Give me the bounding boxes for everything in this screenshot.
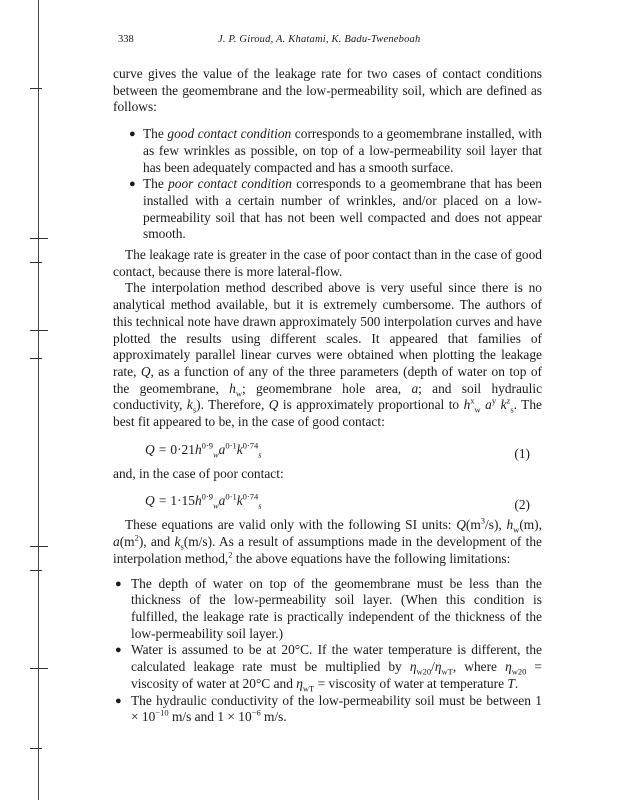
margin-tick — [30, 262, 42, 263]
equation-number-1: (1) — [514, 445, 530, 461]
equation-1: $Q = 0\cdot 21h^{0\cdot 9}_wa^{0\cdot 1}k^{0\cdot 74}_s$ (1) — [145, 440, 530, 461]
poor-contact-intro: and, in the case of poor contact: — [113, 465, 284, 481]
page-number: 338 — [118, 34, 134, 45]
margin-tick — [30, 88, 42, 89]
contact-condition-list — [113, 126, 542, 243]
running-head: J. P. Giroud, A. Khatami, K. Badu-Tweneboah — [218, 34, 421, 45]
bullet-icon: ● — [129, 178, 136, 191]
limitations-list — [109, 576, 542, 726]
margin-tick — [30, 570, 42, 571]
reference-marker: 2 — [228, 549, 233, 560]
margin-tick — [30, 238, 48, 239]
list-item-good-contact: ● The good contact condition corresponds to a geomembrane installed, with as few wrinkles as possible, on top of a low-permeability soil layer that has been adequately compacted and has a smooth surface. — [129, 126, 542, 175]
margin-tick — [30, 748, 42, 749]
term-good-contact: good contact condition — [167, 126, 292, 142]
intro-paragraph: curve gives the value of the leakage rate for two cases of contact conditions between the geomembrane and the low-permeability soil, which are defined as follows: — [113, 66, 542, 115]
interpolation-paragraph: The interpolation method described above is very useful since there is no analytical method available, but it is extremely cumbersome. The authors of this technical note have drawn approximately 500 interpolation curves and have plotted the results using different scales. It appeared that families of approximately parallel linear curves were obtained when plotting the leakage rate, Q, as a function of any of the three parameters (depth of water on top of the geomembrane, $h_w$; geomembrane hole area, a; and soil hydraulic conductivity, $k_s$). Therefore, Q is approximately proportional to $h^x_w$ $a^y$ $k^z_s$. The best fit appeared to be, in the case of good contact: — [113, 280, 543, 430]
term-poor-contact: poor contact condition — [168, 176, 292, 192]
scan-margin-line — [38, 0, 39, 800]
bullet-icon: ● — [115, 694, 122, 707]
body-text — [113, 66, 542, 726]
margin-tick — [30, 330, 48, 331]
margin-tick — [30, 668, 48, 669]
bullet-icon: ● — [115, 644, 122, 657]
limitation-item-conductivity: ● The hydraulic conductivity of the low-permeability soil must be between $1 \times 10^{-10}$ m/s and $1 \times 10^{-6}$ m/s. — [115, 692, 542, 725]
equation-2: $Q = 1\cdot 15h^{0\cdot 9}_wa^{0\cdot 1}k^{0\cdot 74}_s$ (2) — [145, 492, 530, 513]
list-item-poor-contact: ● The poor contact condition corresponds to a geomembrane that has been installed with a certain number of wrinkles, and/or placed on a low-permeability soil that has not been well compacted and does not appear smooth. — [129, 176, 542, 242]
limitation-item-temperature: ● Water is assumed to be at 20°C. If the water temperature is different, the calculated leakage rate must be multiplied by $\eta_{w20}/\eta_{wT}$, where $\eta_{w20}$ = viscosity of water at 20°C and $\eta_{wT}$ = viscosity of water at temperature T. — [115, 642, 542, 694]
equation-number-2: (2) — [514, 497, 530, 513]
units-paragraph: These equations are valid only with the following SI units: $Q(m^3/s)$, $h_w(m)$, $a(m^2)$, and $k_s(m/s)$. As a result of assumptions made in the development of the interpolation method,$^2$ the above equations have the following limitations: — [113, 516, 542, 566]
margin-tick — [30, 358, 42, 359]
leakage-paragraph: The leakage rate is greater in the case of poor contact than in the case of good contact, because there is more lateral-flow. — [113, 247, 542, 279]
limitation-item-depth: ● The depth of water on top of the geomembrane must be less than the thickness of the low-permeability soil layer. (When this condition is fulfilled, the leakage rate is practically independent of the thickness of the low-permeability soil layer.) — [115, 575, 542, 641]
margin-tick — [30, 546, 48, 547]
bullet-icon: ● — [129, 128, 136, 141]
bullet-icon: ● — [115, 577, 122, 590]
